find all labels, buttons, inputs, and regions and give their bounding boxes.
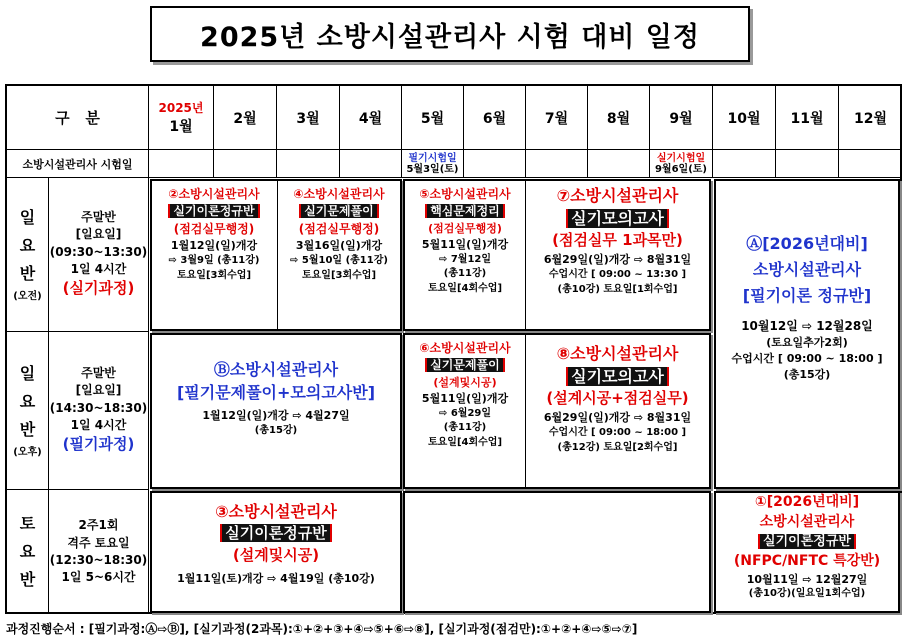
- course-subject: (설계시공+점검실무): [546, 389, 689, 408]
- header-month-7: [526, 86, 588, 150]
- course-detail: (총15강): [254, 425, 298, 437]
- row-type-char: 요: [19, 542, 36, 561]
- row-desc-line: (14:30~18:30): [49, 400, 148, 415]
- header-month-label: 5월: [420, 110, 445, 127]
- header-month-5: [402, 86, 464, 150]
- course-subject: (설계및시공): [232, 545, 320, 564]
- course-name: 소방시설관리사: [759, 514, 855, 531]
- row-desc-line: 주말반: [81, 365, 116, 380]
- exam-cell: [839, 150, 902, 178]
- header-month-6: [464, 86, 526, 150]
- course-tag: 실기이론정규반: [758, 534, 856, 549]
- course-detail: ⇨ 3월9일 (총11강): [168, 255, 260, 267]
- course-detail: 수업시간 [ 09:00 ~ 18:00 ]: [548, 427, 687, 439]
- empty-saturday-block: [403, 491, 711, 613]
- header-month-label: 7월: [544, 110, 569, 127]
- course-tag: 실기모의고사: [566, 367, 669, 386]
- course-tag: 실기문제풀이: [299, 204, 379, 218]
- written-exam-title: 필기시험일: [408, 152, 457, 164]
- exam-cell: [713, 150, 776, 178]
- header-category: [7, 86, 149, 150]
- row-type-char: 반: [19, 570, 36, 589]
- row-type-period: (오후): [13, 446, 42, 458]
- course-detail: 10월12일 ⇨ 12월28일: [741, 318, 873, 333]
- course-subject: (점검실무행정): [173, 221, 255, 236]
- row-type-char: 요: [19, 391, 36, 411]
- course-detail: 토요일[4회수업]: [427, 282, 503, 294]
- course-detail: 토요일[3회수업]: [176, 269, 252, 281]
- course-subject: (설계및시공): [433, 375, 497, 389]
- course-detail: 6월29일(일)개강 ⇨ 8월31일: [543, 411, 692, 425]
- exam-cell: [464, 150, 526, 178]
- row-desc-line: (12:30~18:30): [49, 553, 148, 567]
- course-detail: (총11강): [443, 268, 487, 280]
- row-desc-line: 1일 5~6시간: [61, 570, 136, 585]
- course-tag: 실기이론정규반: [220, 524, 331, 542]
- course-8: [526, 342, 709, 486]
- course-subject: (점검실무 1과목만): [552, 231, 683, 250]
- header-month-11: [776, 86, 839, 150]
- course-detail: (총12강) 토요일[2회수업]: [557, 441, 678, 453]
- course-detail: 1월11일(토)개강 ⇨ 4월19일 (총10강): [177, 571, 375, 585]
- course-name: ④소방시설관리사: [293, 187, 385, 201]
- course-name: ⑤소방시설관리사: [419, 187, 511, 201]
- course-7: [526, 184, 709, 328]
- header-month-label: 10월: [727, 110, 761, 127]
- course-name: ①[2026년대비]: [754, 494, 860, 510]
- header-month-label: 6월: [482, 110, 507, 127]
- course-tag: [필기이론 정규반]: [742, 286, 872, 306]
- exam-cell: [526, 150, 588, 178]
- header-month-8: [588, 86, 650, 150]
- exam-cell: [340, 150, 402, 178]
- course-detail: ⇨ 5월10일 (총11강): [290, 255, 388, 267]
- header-month-1: [149, 86, 214, 150]
- header-month-2: [214, 86, 277, 150]
- course-tag: 실기모의고사: [566, 209, 669, 228]
- row-sunday-pm-type: [7, 332, 49, 490]
- row-desc-line: 1일 4시간: [70, 418, 127, 433]
- course-4: [278, 186, 400, 326]
- exam-row-label-text: 소방시설관리사 시험일: [22, 157, 133, 171]
- course-detail: 토요일[3회수업]: [301, 269, 377, 281]
- header-month-label: 9월: [669, 110, 693, 127]
- exam-cell: [214, 150, 277, 178]
- exam-cell: [277, 150, 340, 178]
- exam-cell: [776, 150, 839, 178]
- course-A: [716, 232, 898, 432]
- header-month-label: 1월: [169, 119, 193, 135]
- row-sunday-pm-desc: [49, 332, 149, 490]
- header-month-label: 3월: [296, 110, 320, 127]
- row-type-char: 일: [19, 207, 36, 227]
- course-2: [152, 186, 276, 326]
- exam-cell: [588, 150, 650, 178]
- written-exam-date: [402, 150, 464, 178]
- written-exam-day: 5월3일(토): [406, 163, 459, 175]
- row-type-char: 반: [19, 263, 36, 283]
- header-year: 2025년: [158, 101, 204, 115]
- course-detail: (토요일추가2회): [766, 335, 848, 349]
- header-month-10: [713, 86, 776, 150]
- schedule-table: [5, 84, 902, 614]
- course-tag: 실기이론정규반: [168, 204, 259, 218]
- row-desc-course-type: (실기과정): [62, 279, 135, 298]
- row-type-char: 반: [19, 419, 36, 439]
- course-detail: 10월11일 ⇨ 12월27일: [746, 572, 868, 586]
- course-detail: 1월12일(일)개강 ⇨ 4월27일: [202, 409, 350, 423]
- course-B: [152, 358, 400, 478]
- course-detail: 6월29일(일)개강 ⇨ 8월31일: [543, 253, 692, 267]
- row-desc-line: [일요일]: [75, 227, 122, 242]
- course-detail: 3월16일(일)개강: [295, 239, 383, 253]
- course-detail: 1월12일(일)개강: [170, 239, 258, 253]
- header-month-9: [650, 86, 713, 150]
- practical-exam-date: [650, 150, 713, 178]
- row-desc-line: (09:30~13:30): [49, 244, 148, 259]
- course-detail: (총15강): [783, 367, 831, 381]
- course-tag: 실기문제풀이: [425, 358, 505, 372]
- row-desc-line: 2주1회: [78, 518, 119, 533]
- course-detail: (총10강)(일요일1회수업): [748, 587, 866, 599]
- course-name: ⑦소방시설관리사: [556, 186, 679, 205]
- course-name: ③소방시설관리사: [215, 502, 337, 521]
- course-1: [716, 492, 898, 612]
- course-name: Ⓑ소방시설관리사: [213, 360, 339, 379]
- course-detail: (총11강): [443, 422, 487, 434]
- course-tag: 핵심문제정리: [425, 204, 505, 218]
- exam-row-label: [7, 150, 149, 178]
- row-type-period: (오전): [13, 290, 42, 302]
- course-name: ⑥소방시설관리사: [419, 341, 511, 355]
- header-month-4: [340, 86, 402, 150]
- course-detail: (총10강) 토요일[1회수업]: [557, 283, 678, 295]
- row-saturday-desc: [49, 490, 149, 614]
- page-title: 2025년 소방시설관리사 시험 대비 일정: [150, 6, 750, 62]
- practical-exam-day: 9월6일(토): [654, 163, 708, 175]
- course-detail: ⇨ 6월29일: [438, 407, 492, 419]
- header-month-label: 2월: [233, 110, 257, 127]
- course-sequence-note: 과정진행순서 : [필기과정:Ⓐ⇨Ⓑ], [실기과정(2과목):①+②+③+④⇨⑤+⑥⇨⑧], [실기과정(점검만):①+②+④⇨⑤⇨⑦]: [6, 622, 638, 636]
- course-name: ②소방시설관리사: [168, 187, 260, 201]
- row-desc-line: 격주 토요일: [67, 535, 130, 550]
- course-detail: 수업시간 [ 09:00 ~ 13:30 ]: [548, 269, 687, 281]
- row-type-char: 일: [19, 363, 36, 383]
- header-month-3: [277, 86, 340, 150]
- row-desc-course-type: (필기과정): [62, 435, 135, 454]
- header-month-label: 8월: [606, 110, 631, 127]
- row-sunday-am-type: [7, 178, 49, 332]
- course-name: ⑧소방시설관리사: [556, 344, 679, 363]
- course-subject: (점검실무행정): [298, 221, 380, 236]
- course-detail: 5월11일(일)개강: [421, 237, 509, 251]
- course-detail: 토요일[4회수업]: [427, 436, 503, 448]
- practical-exam-title: 실기시험일: [656, 152, 706, 164]
- header-month-label: 4월: [358, 110, 383, 127]
- row-desc-line: 1일 4시간: [70, 262, 127, 277]
- course-detail: 수업시간 [ 09:00 ~ 18:00 ]: [731, 351, 883, 365]
- row-desc-line: [일요일]: [75, 383, 122, 398]
- row-sunday-am-desc: [49, 178, 149, 332]
- row-type-char: 토: [19, 514, 36, 533]
- row-saturday-type: [7, 490, 49, 614]
- course-detail: ⇨ 7월12일: [438, 253, 492, 265]
- row-type-char: 요: [19, 235, 36, 255]
- header-category-label: 구 분: [55, 109, 100, 127]
- row-desc-line: 주말반: [81, 209, 116, 224]
- exam-cell: [149, 150, 214, 178]
- course-subject: (NFPC/NFTC 특강반): [733, 553, 881, 570]
- course-5: [405, 186, 525, 326]
- course-6: [405, 340, 525, 484]
- course-detail: 5월11일(일)개강: [421, 391, 509, 405]
- course-name: 소방시설관리사: [752, 260, 862, 280]
- course-subject: (점검실무행정): [428, 221, 502, 235]
- header-month-label: 12월: [853, 110, 887, 127]
- course-tag: [필기문제풀이+모의고사반]: [176, 383, 376, 403]
- header-month-label: 11월: [790, 110, 824, 127]
- header-month-12: [839, 86, 902, 150]
- course-name: Ⓐ[2026년대비]: [746, 234, 868, 253]
- course-3: [152, 500, 400, 610]
